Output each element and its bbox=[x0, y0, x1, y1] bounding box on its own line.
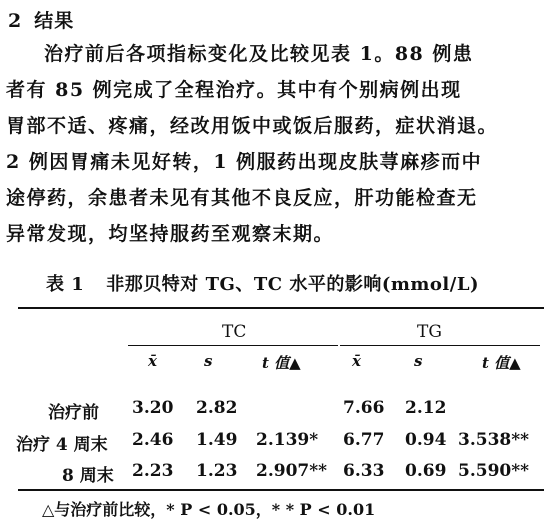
row-label: 治疗 4 周末 bbox=[16, 435, 108, 455]
table-cell: 6.77 bbox=[343, 430, 385, 450]
table-cell: 3.538** bbox=[458, 430, 530, 450]
table-cell: 3.20 bbox=[132, 398, 174, 418]
table-cell: 1.49 bbox=[196, 430, 238, 450]
table-cell: 2.82 bbox=[196, 398, 238, 418]
paragraph-line: 胃部不适、疼痛，经改用饭中或饭后服药，症状消退。 bbox=[6, 115, 499, 137]
group-header-tg: TG bbox=[417, 322, 442, 342]
table-cell: 6.33 bbox=[343, 461, 385, 481]
results-paragraph bbox=[6, 36, 546, 252]
table-cell: 2.12 bbox=[405, 398, 447, 418]
group-rule-tg bbox=[340, 345, 540, 346]
subheader-tg-sd: s bbox=[414, 352, 423, 370]
table-cell: 2.139* bbox=[256, 430, 319, 450]
table-cell: 5.590** bbox=[458, 461, 530, 481]
subheader-tc-sd: s bbox=[204, 352, 213, 370]
subheader-tg-mean: x̄ bbox=[352, 352, 361, 370]
table-bottom-rule bbox=[18, 489, 544, 491]
section-title: 结果 bbox=[34, 10, 75, 32]
subheader-tc-mean: x̄ bbox=[148, 352, 157, 370]
table-title: 非那贝特对 TG、TC 水平的影响(mmol/L) bbox=[106, 274, 480, 295]
table-cell: 1.23 bbox=[196, 461, 238, 481]
paragraph-line: 途停药，余患者未见有其他不良反应，肝功能检查无 bbox=[6, 187, 478, 209]
table-cell: 2.907** bbox=[256, 461, 328, 481]
section-heading bbox=[8, 6, 74, 33]
paragraph-line: 异常发现，均坚持服药至观察末期。 bbox=[6, 223, 335, 245]
group-header-tc: TC bbox=[222, 322, 247, 342]
subheader-tg-t: t 值▲ bbox=[482, 354, 521, 372]
table-cell: 2.23 bbox=[132, 461, 174, 481]
table-cell: 7.66 bbox=[343, 398, 385, 418]
table-number: 表 1 bbox=[46, 274, 85, 295]
row-label: 治疗前 bbox=[48, 403, 99, 423]
table-cell: 2.46 bbox=[132, 430, 174, 450]
subheader-tc-t: t 值▲ bbox=[262, 354, 301, 372]
table-top-rule bbox=[18, 307, 544, 309]
table-footnote: △与治疗前比较，* P < 0.05，* * P < 0.01 bbox=[42, 500, 376, 519]
table-cell: 0.69 bbox=[405, 461, 447, 481]
paragraph-line: 2 例因胃痛未见好转，1 例服药出现皮肤荨麻疹而中 bbox=[6, 151, 483, 173]
group-rule-tc bbox=[128, 345, 338, 346]
paragraph-line: 者有 85 例完成了全程治疗。其中有个别病例出现 bbox=[6, 79, 462, 101]
row-label: 8 周末 bbox=[62, 466, 114, 486]
section-number: 2 bbox=[8, 10, 23, 32]
paragraph-line: 治疗前后各项指标变化及比较见表 1。88 例患 bbox=[44, 43, 474, 65]
table-caption bbox=[46, 270, 479, 296]
table-cell: 0.94 bbox=[405, 430, 447, 450]
